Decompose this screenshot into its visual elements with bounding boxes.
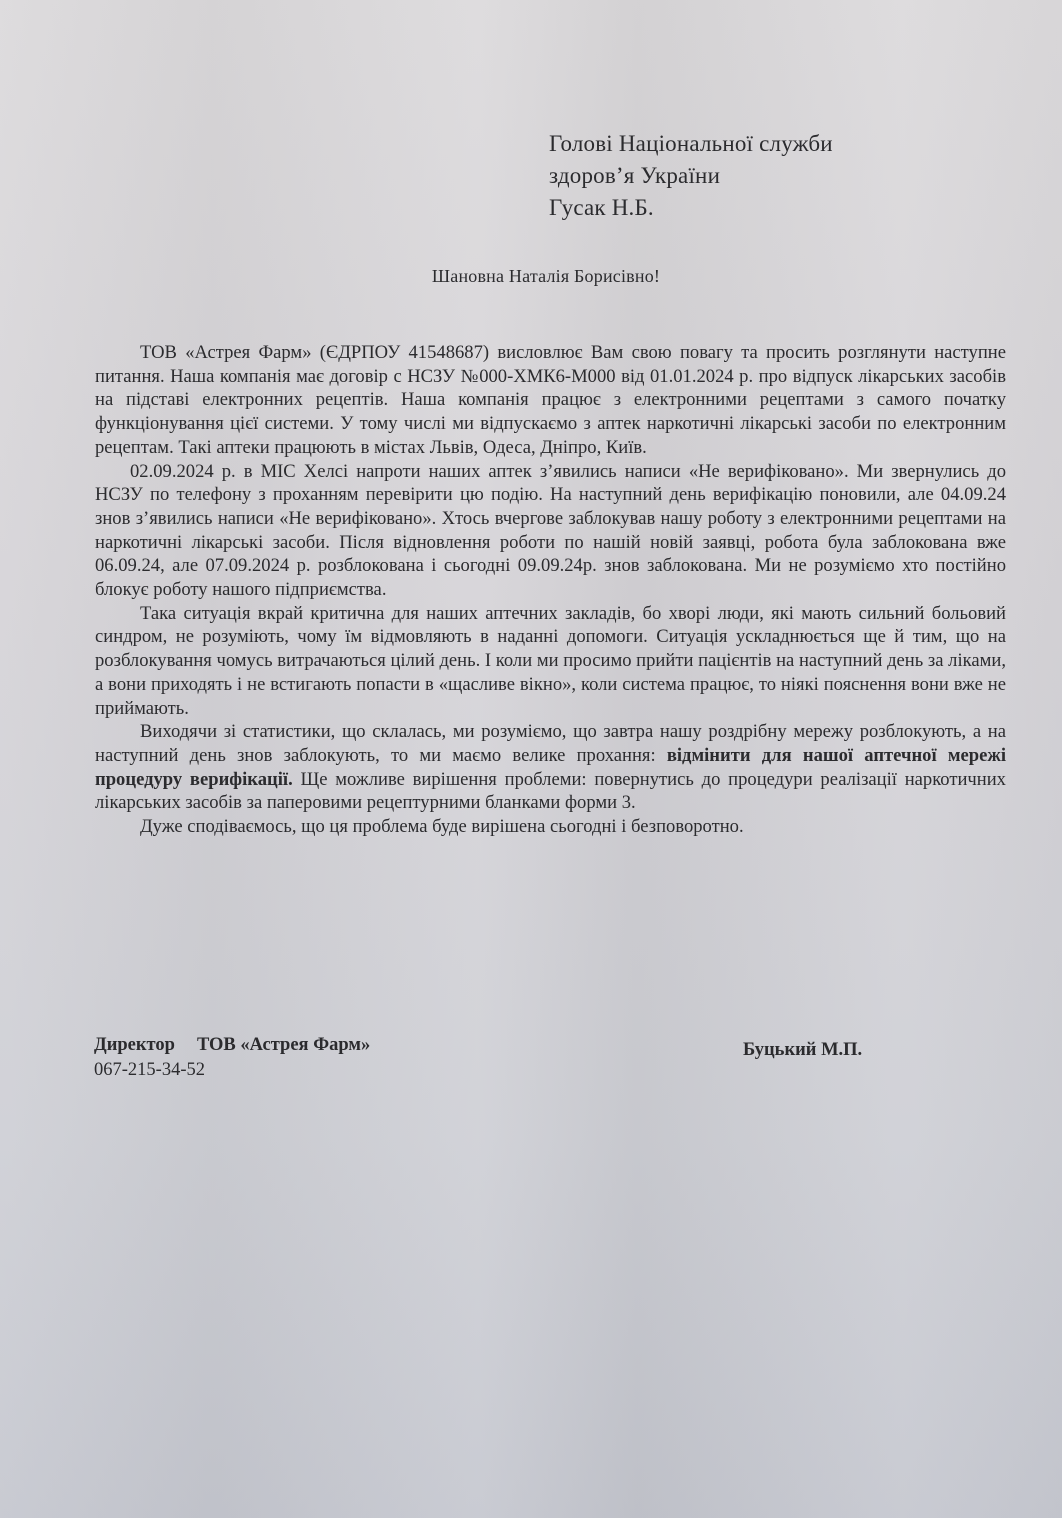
signature-company: ТОВ «Астрея Фарм» xyxy=(196,1035,371,1055)
salutation xyxy=(0,266,1062,287)
paragraph: Така ситуація вкрай критична для наших аптечних закладів, бо хворі люди, які мають сильний больовий синдром, не розуміють, чому їм відмовляють в наданні допомоги. Ситуація ускладнюється ще й тим, що на розблокування чомусь витрачаються цілий день. І коли ми просимо прийти пацієнтів на наступний день за ліками, а вони приходять і не встигають попасти в «щасливе вікно», коли система працює, то ніякі пояснення вони вже не приймають. xyxy=(95,602,1006,719)
letter-body xyxy=(95,341,1006,839)
addressee-block xyxy=(549,128,833,224)
signature-name: Буцький М.П. xyxy=(743,1040,863,1060)
signature-title xyxy=(94,1033,370,1058)
paragraph: ТОВ «Астрея Фарм» (ЄДРПОУ 41548687) висловлює Вам свою повагу та просить розглянути наступне питання. Наша компанія має договір с НСЗУ №000-ХМК6-М000 від 01.01.2024 р. про відпуск лікарських засобів на підставі електронних рецептів. Наша компанія працює з електронними рецептами з самого початку функціонування цієї системи. У тому числі ми відпускаємо з аптек наркотичні лікарські засоби по електронним рецептам. Такі аптеки працюють в містах Львів, Одеса, Дніпро, Київ. xyxy=(95,342,1006,458)
salutation-text: Шановна Наталія Борисівно! xyxy=(431,266,661,286)
addressee-line: Гусак Н.Б. xyxy=(549,195,654,220)
addressee-line: здоров’я України xyxy=(549,163,721,188)
signature-phone: 067-215-34-52 xyxy=(94,1060,205,1080)
paragraph-bold-request: відмінити для нашої аптечної мережі процедуру верифікації. xyxy=(95,744,1006,790)
paragraph xyxy=(95,720,1006,815)
paragraph: 02.09.2024 р. в МІС Хелсі напроти наших аптек з’явились написи «Не верифіковано». Ми звернулись до НСЗУ по телефону з проханням перевірити цю подію. На наступний день верифікацію поновили, але 04.09.24 знов з’явились написи «Не верифіковано». Хтось вчергове заблокував нашу роботу з електронними рецептами на наркотичні лікарські засоби. Після відновлення роботи по нашій новій заявці, робота була заблокована вже 06.09.24, але 07.09.2024 р. розблокована і сьогодні 09.09.24р. знов заблокована. Ми не розуміємо хто постійно блокує роботу нашого підприємства. xyxy=(95,460,1006,601)
addressee-line: Голові Національної служби xyxy=(549,131,833,156)
signature-block xyxy=(94,1033,370,1083)
paragraph-text: Виходячи зі статистики, що склалась, ми розуміємо, що завтра нашу роздрібну мережу розблокують, а на наступний день знов заблокують, то ми маємо велике прохання: xyxy=(95,721,1006,766)
paragraph-text: Ще можливе вирішення проблеми: повернутись до процедури реалізації наркотичних лікарських засобів за паперовими рецептурними бланками форми 3. xyxy=(95,768,1006,814)
paragraph: Дуже сподіваємось, що ця проблема буде вирішена сьогодні і безповоротно. xyxy=(140,816,744,838)
signature-position: Директор xyxy=(94,1035,175,1055)
